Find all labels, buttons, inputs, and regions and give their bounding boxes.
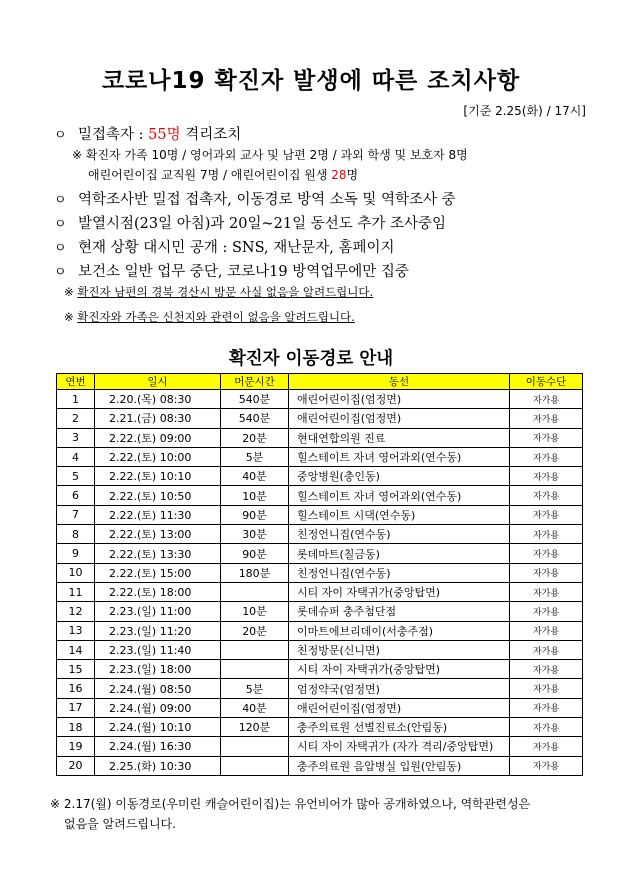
cell-datetime: 2.23.(일) 18:00 (95, 660, 221, 679)
cell-datetime: 2.22.(토) 13:30 (95, 544, 221, 563)
footnote-line-2: 없음을 알려드립니다. (64, 817, 176, 831)
cell-transport: 자가용 (510, 467, 583, 486)
table-row (57, 621, 583, 640)
cell-transport: 자가용 (510, 544, 583, 563)
table-row (57, 447, 583, 466)
cell-duration: 5분 (221, 447, 289, 466)
cell-no: 5 (57, 467, 95, 486)
cell-transport: 자가용 (510, 698, 583, 717)
header-transport: 이동수단 (510, 374, 583, 390)
header-datetime: 일시 (95, 374, 221, 390)
cell-no: 17 (57, 698, 95, 717)
bullet-marker: ㅇ (54, 128, 67, 143)
cell-route: 중앙병원(충인동) (289, 467, 510, 486)
cell-route: 엄정약국(엄정면) (289, 679, 510, 698)
table-row (57, 563, 583, 582)
cell-transport: 자가용 (510, 737, 583, 756)
cell-route: 롯데슈퍼 충주첨단점 (289, 602, 510, 621)
cell-no: 2 (57, 409, 95, 428)
table-row (57, 390, 583, 409)
cell-route: 애린어린이집(엄정면) (289, 390, 510, 409)
footnote-line-1: ※ 2.17(월) 이동경로(우미린 캐슬어린이집)는 유언비어가 많아 공개하였으나, 역학관련성은 (50, 797, 531, 811)
cell-route: 충주의료원 선별진료소(안림동) (289, 718, 510, 737)
cell-transport: 자가용 (510, 640, 583, 659)
cell-datetime: 2.21.(금) 08:30 (95, 409, 221, 428)
cell-datetime: 2.22.(토) 10:50 (95, 486, 221, 505)
cell-no: 15 (57, 660, 95, 679)
table-row (57, 737, 583, 756)
cell-duration: 30분 (221, 525, 289, 544)
table-row (57, 525, 583, 544)
cell-transport: 자가용 (510, 428, 583, 447)
cell-datetime: 2.22.(토) 11:30 (95, 505, 221, 524)
header-route: 동선 (289, 374, 510, 390)
cell-datetime: 2.23.(일) 11:40 (95, 640, 221, 659)
bullet-item (54, 188, 456, 209)
contacts-suffix: 격리조치 (180, 127, 242, 143)
cell-no: 10 (57, 563, 95, 582)
notice-text: 확진자 남편의 경북 경산시 방문 사실 없음을 알려드립니다. (77, 285, 374, 299)
contacts-detail-1: ※ 확진자 가족 10명 / 영어과외 교사 및 남편 2명 / 과외 학생 및 보호자 8명 (72, 148, 468, 162)
cell-route: 친정언니집(연수동) (289, 525, 510, 544)
notice-line (64, 284, 373, 300)
cell-datetime: 2.22.(토) 13:00 (95, 525, 221, 544)
cell-transport: 자가용 (510, 660, 583, 679)
cell-transport: 자가용 (510, 409, 583, 428)
cell-route: 친정방문(신니면) (289, 640, 510, 659)
header-duration: 머문시간 (221, 374, 289, 390)
cell-duration: 90분 (221, 544, 289, 563)
cell-no: 11 (57, 582, 95, 601)
cell-transport: 자가용 (510, 621, 583, 640)
cell-no: 6 (57, 486, 95, 505)
table-row (57, 679, 583, 698)
cell-no: 1 (57, 390, 95, 409)
table-row (57, 486, 583, 505)
cell-no: 9 (57, 544, 95, 563)
cell-duration: 40분 (221, 698, 289, 717)
table-row (57, 640, 583, 659)
bullet-item (54, 260, 409, 281)
cell-datetime: 2.22.(토) 18:00 (95, 582, 221, 601)
table-row (57, 428, 583, 447)
cell-route: 시티 자이 자택귀가(중앙탑면) (289, 582, 510, 601)
cell-duration: 540분 (221, 409, 289, 428)
cell-duration: 10분 (221, 602, 289, 621)
notice-line (64, 309, 355, 325)
cell-duration: 20분 (221, 428, 289, 447)
cell-transport: 자가용 (510, 602, 583, 621)
cell-transport: 자가용 (510, 390, 583, 409)
cell-duration (221, 582, 289, 601)
cell-no: 16 (57, 679, 95, 698)
note-marker: ※ (64, 285, 74, 299)
cell-transport: 자가용 (510, 447, 583, 466)
cell-datetime: 2.23.(일) 11:20 (95, 621, 221, 640)
bullet-item (54, 236, 395, 257)
cell-duration: 20분 (221, 621, 289, 640)
table-row (57, 505, 583, 524)
cell-transport: 자가용 (510, 679, 583, 698)
table-row (57, 602, 583, 621)
cell-datetime: 2.22.(토) 15:00 (95, 563, 221, 582)
cell-datetime: 2.22.(토) 09:00 (95, 428, 221, 447)
cell-transport: 자가용 (510, 525, 583, 544)
cell-route: 충주의료원 음압병실 입원(안림동) (289, 756, 510, 775)
cell-datetime: 2.20.(목) 08:30 (95, 390, 221, 409)
header-no: 연번 (57, 374, 95, 390)
cell-duration (221, 640, 289, 659)
bullet-marker: ㅇ (54, 265, 67, 280)
cell-duration (221, 660, 289, 679)
cell-route: 롯데마트(칠금동) (289, 544, 510, 563)
bullet-marker: ㅇ (54, 193, 67, 208)
contacts-detail-2-count: 28 (331, 168, 347, 182)
bullet-text: 발열시점(23일 아침)과 20일~21일 동선도 추가 조사중임 (78, 216, 446, 232)
contacts-detail-2-a: 애린어린이집 교직원 7명 / 애린어린이집 원생 (88, 168, 332, 182)
cell-route: 현대연합의원 진료 (289, 428, 510, 447)
bullet-marker: ㅇ (54, 241, 67, 256)
report-date: [기준 2.25(화) / 17시] (463, 104, 586, 118)
contacts-detail-2 (88, 166, 358, 183)
table-header-row (57, 374, 583, 390)
bullet-item (54, 212, 446, 233)
cell-no: 14 (57, 640, 95, 659)
cell-duration: 120분 (221, 718, 289, 737)
bullet-text: 역학조사반 밀접 접촉자, 이동경로 방역 소독 및 역학조사 중 (78, 192, 456, 208)
table-row (57, 467, 583, 486)
cell-duration: 90분 (221, 505, 289, 524)
cell-duration (221, 737, 289, 756)
cell-no: 3 (57, 428, 95, 447)
bullet-text: 현재 상황 대시민 공개 : SNS, 재난문자, 홈페이지 (78, 240, 395, 256)
cell-datetime: 2.24.(월) 09:00 (95, 698, 221, 717)
cell-no: 4 (57, 447, 95, 466)
cell-transport: 자가용 (510, 718, 583, 737)
table-row (57, 582, 583, 601)
contacts-bullet (54, 123, 241, 144)
cell-duration: 540분 (221, 390, 289, 409)
cell-datetime: 2.24.(월) 10:10 (95, 718, 221, 737)
cell-no: 20 (57, 756, 95, 775)
cell-route: 힐스테이트 자녀 영어과외(연수동) (289, 447, 510, 466)
table-row (57, 409, 583, 428)
cell-route: 시티 자이 자택귀가(중앙탑면) (289, 660, 510, 679)
cell-datetime: 2.23.(일) 11:00 (95, 602, 221, 621)
cell-transport: 자가용 (510, 563, 583, 582)
cell-duration: 10분 (221, 486, 289, 505)
cell-transport: 자가용 (510, 505, 583, 524)
cell-datetime: 2.24.(월) 08:50 (95, 679, 221, 698)
cell-datetime: 2.22.(토) 10:00 (95, 447, 221, 466)
table-row (57, 544, 583, 563)
cell-duration: 180분 (221, 563, 289, 582)
cell-route: 힐스테이트 자녀 영어과외(연수동) (289, 486, 510, 505)
cell-route: 친정언니집(연수동) (289, 563, 510, 582)
cell-route: 시티 자이 자택귀가 (자가 격리/중앙탑면) (289, 737, 510, 756)
table-title: 확진자 이동경로 안내 (228, 349, 394, 369)
cell-transport: 자가용 (510, 582, 583, 601)
movement-route-table (56, 373, 583, 776)
cell-duration: 40분 (221, 467, 289, 486)
cell-route: 이마트에브리데이(서충주점) (289, 621, 510, 640)
notice-text: 확진자와 가족은 신천지와 관련이 없음을 알려드립니다. (77, 310, 355, 324)
cell-route: 애린어린이집(엄정면) (289, 409, 510, 428)
cell-datetime: 2.22.(토) 10:10 (95, 467, 221, 486)
contacts-label: 밀접촉자 : (78, 127, 149, 143)
cell-no: 8 (57, 525, 95, 544)
cell-duration (221, 756, 289, 775)
table-row (57, 718, 583, 737)
cell-datetime: 2.25.(화) 10:30 (95, 756, 221, 775)
cell-no: 7 (57, 505, 95, 524)
cell-no: 18 (57, 718, 95, 737)
cell-duration: 5분 (221, 679, 289, 698)
cell-datetime: 2.24.(월) 16:30 (95, 737, 221, 756)
contacts-detail-2-c: 명 (346, 168, 359, 182)
cell-route: 힐스테이트 시댁(연수동) (289, 505, 510, 524)
cell-no: 13 (57, 621, 95, 640)
table-row (57, 756, 583, 775)
cell-no: 19 (57, 737, 95, 756)
contacts-count: 55명 (148, 127, 181, 143)
cell-route: 애린어린이집(엄정면) (289, 698, 510, 717)
bullet-text: 보건소 일반 업무 중단, 코로나19 방역업무에만 집중 (78, 264, 409, 280)
note-marker: ※ (64, 310, 74, 324)
table-row (57, 660, 583, 679)
page-title: 코로나19 확진자 발생에 따른 조치사항 (101, 68, 521, 94)
cell-transport: 자가용 (510, 756, 583, 775)
cell-no: 12 (57, 602, 95, 621)
cell-transport: 자가용 (510, 486, 583, 505)
table-row (57, 698, 583, 717)
bullet-marker: ㅇ (54, 217, 67, 232)
